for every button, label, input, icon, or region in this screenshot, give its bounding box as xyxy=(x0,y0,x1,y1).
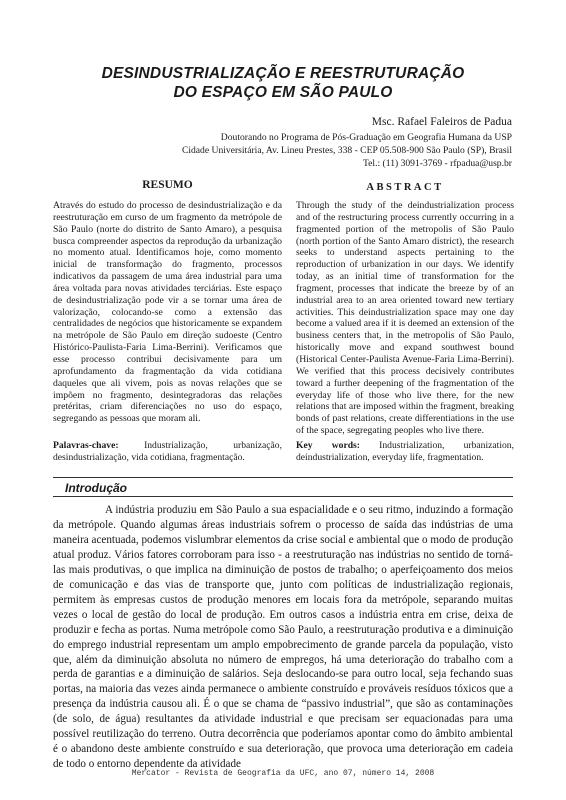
resumo-heading: RESUMO xyxy=(142,179,193,191)
keywords-en xyxy=(296,440,514,464)
author-contact: Tel.: (11) 3091-3769 - rfpadua@usp.br xyxy=(362,158,512,170)
resumo-text: Através do estudo do processo de desindustrialização e da reestruturação em curso de um fragmento da metrópole de São Paulo (norte do distrito de Santo Amaro), a pesquisa busca compreender aspectos da reprodução da urbanização no momento atual. Identificamos hoje, como momento inicial de transformação do fragmento, processos indicativos da passagem de uma área industrial para uma área voltada para novas atividades terciárias. Este espaço de desindustrialização pode vir a se tornar uma área de valorização, colocando-se como a extensão das centralidades de negócios que historicamente se expandem na metrópole de São Paulo em direção sudoeste (Centro Histórico-Paulista-Faria Lima-Berrini). Verificamos que esse processo contribui decisivamente para um aprofundamento da fragmentação da vida cotidiana daqueles que ali vivem, pois as novas relações que se impõem no fragmento, desintegradoras das relações pretéritas, criam diferenciações no uso do espaço, segregando as pessoas que moram ali. xyxy=(53,200,282,425)
keywords-pt xyxy=(53,440,282,464)
author-address: Cidade Universitária, Av. Lineu Prestes, 338 - CEP 05.508-900 São Paulo (SP), Brasil xyxy=(181,145,512,157)
abstract-text: Through the study of the deindustrialization process and of the restructuring process currently occurring in a fragmented portion of the metropolis of São Paulo (north portion of the Santo Amaro district), the research seeks to understand aspects pertaining to the reproduction of urbanization in our days. We identify today, as an initial time of transformation for the fragment, processes that indicate the breeze by of an industrial area to an area oriented toward new tertiary activities. This deindustrialization space may one day become a valued area if it is deemed an extension of the business centers that, in the metropolis of São Paulo, historically move and expand southwest bound (Historical Center-Paulista Avenue-Faria Lima-Berrini). We verified that this process decisively contributes toward a further deepening of the fragmentation of the everyday life of those who live there, for the new relations that are imposed within the fragment, breaking bonds of past relations, create differentiations in the use of the space, segregating peoples who live there. xyxy=(296,200,514,437)
page-footer: Mercator - Revista de Geografia da UFC, ano 07, número 14, 2008 xyxy=(131,769,435,778)
article-title xyxy=(0,64,566,102)
abstract-heading: ABSTRACT xyxy=(366,182,444,193)
author-affiliation: Doutorando no Programa de Pós-Graduação em Geografia Humana da USP xyxy=(220,132,512,143)
keywords-en-label: Key words: xyxy=(296,440,360,451)
keywords-pt-text: Industrialização, urbanização, desindustrialização, vida cotidiana, fragmentação. xyxy=(53,440,282,463)
keywords-en-text: Industrialization, urbanization, deindustrialization, everyday life, fragmentation. xyxy=(296,440,514,463)
introduction-heading: Introdução xyxy=(65,481,127,495)
introduction-text: A indústria produziu em São Paulo a sua espacialidade e o seu ritmo, induzindo a formação da metrópole. Quando algumas áreas industriais sofrem o processo de saída das indústrias de uma maneira acentuada, podemos vislumbrar elementos da crise social e ambiental que o modo de produção atual produz. Vários fatores corroboram para isso - a reestruturação nas indústrias no sentido de torná-las mais produtivas, o que implica na diminuição de postos de trabalho; o aperfeiçoamento dos meios de comunicação e das vias de transporte que, junto com políticas de industrialização regionais, permitem às empresas custos de produção menores em locais fora da metrópole, separando muitas vezes o local de gestão do local de produção. Em outros casos a indústria entra em crise, deixa de produzir e fecha as portas. Numa metrópole como São Paulo, a reestruturação produtiva e a diminuição do emprego industrial representam um amplo empobrecimento de grande parcela da população, visto que, além da diminuição absoluta no número de empregos, há uma deterioração do trabalho com a perda de garantias e a diminuição de salários. Seja deslocando-se para outro local, seja fechando suas portas, na maioria das vezes ainda permanece o ambiente construído e prováveis resíduos tóxicos que a presença da indústria causou ali. É o que se chama de “passivo industrial”, que são as contaminações (de solo, de água) resultantes da atividade industrial e que precisam ser equacionadas para uma possível reutilização do terreno. Outra decorrência que poderíamos apontar como do âmbito ambiental é o abandono deste ambiente construído e sua deterioração, que provoca uma deterioração em cadeia de todo o entorno dependente da atividade xyxy=(53,504,513,771)
section-divider-bottom xyxy=(53,496,513,497)
title-line-1: DESINDUSTRIALIZAÇÃO E REESTRUTURAÇÃO xyxy=(101,65,465,82)
author-block xyxy=(182,114,512,171)
keywords-pt-label: Palavras-chave: xyxy=(53,440,119,451)
title-line-2: DO ESPAÇO EM SÃO PAULO xyxy=(173,84,393,101)
section-divider-top xyxy=(53,477,513,478)
author-name: Msc. Rafael Faleiros de Padua xyxy=(371,116,512,128)
